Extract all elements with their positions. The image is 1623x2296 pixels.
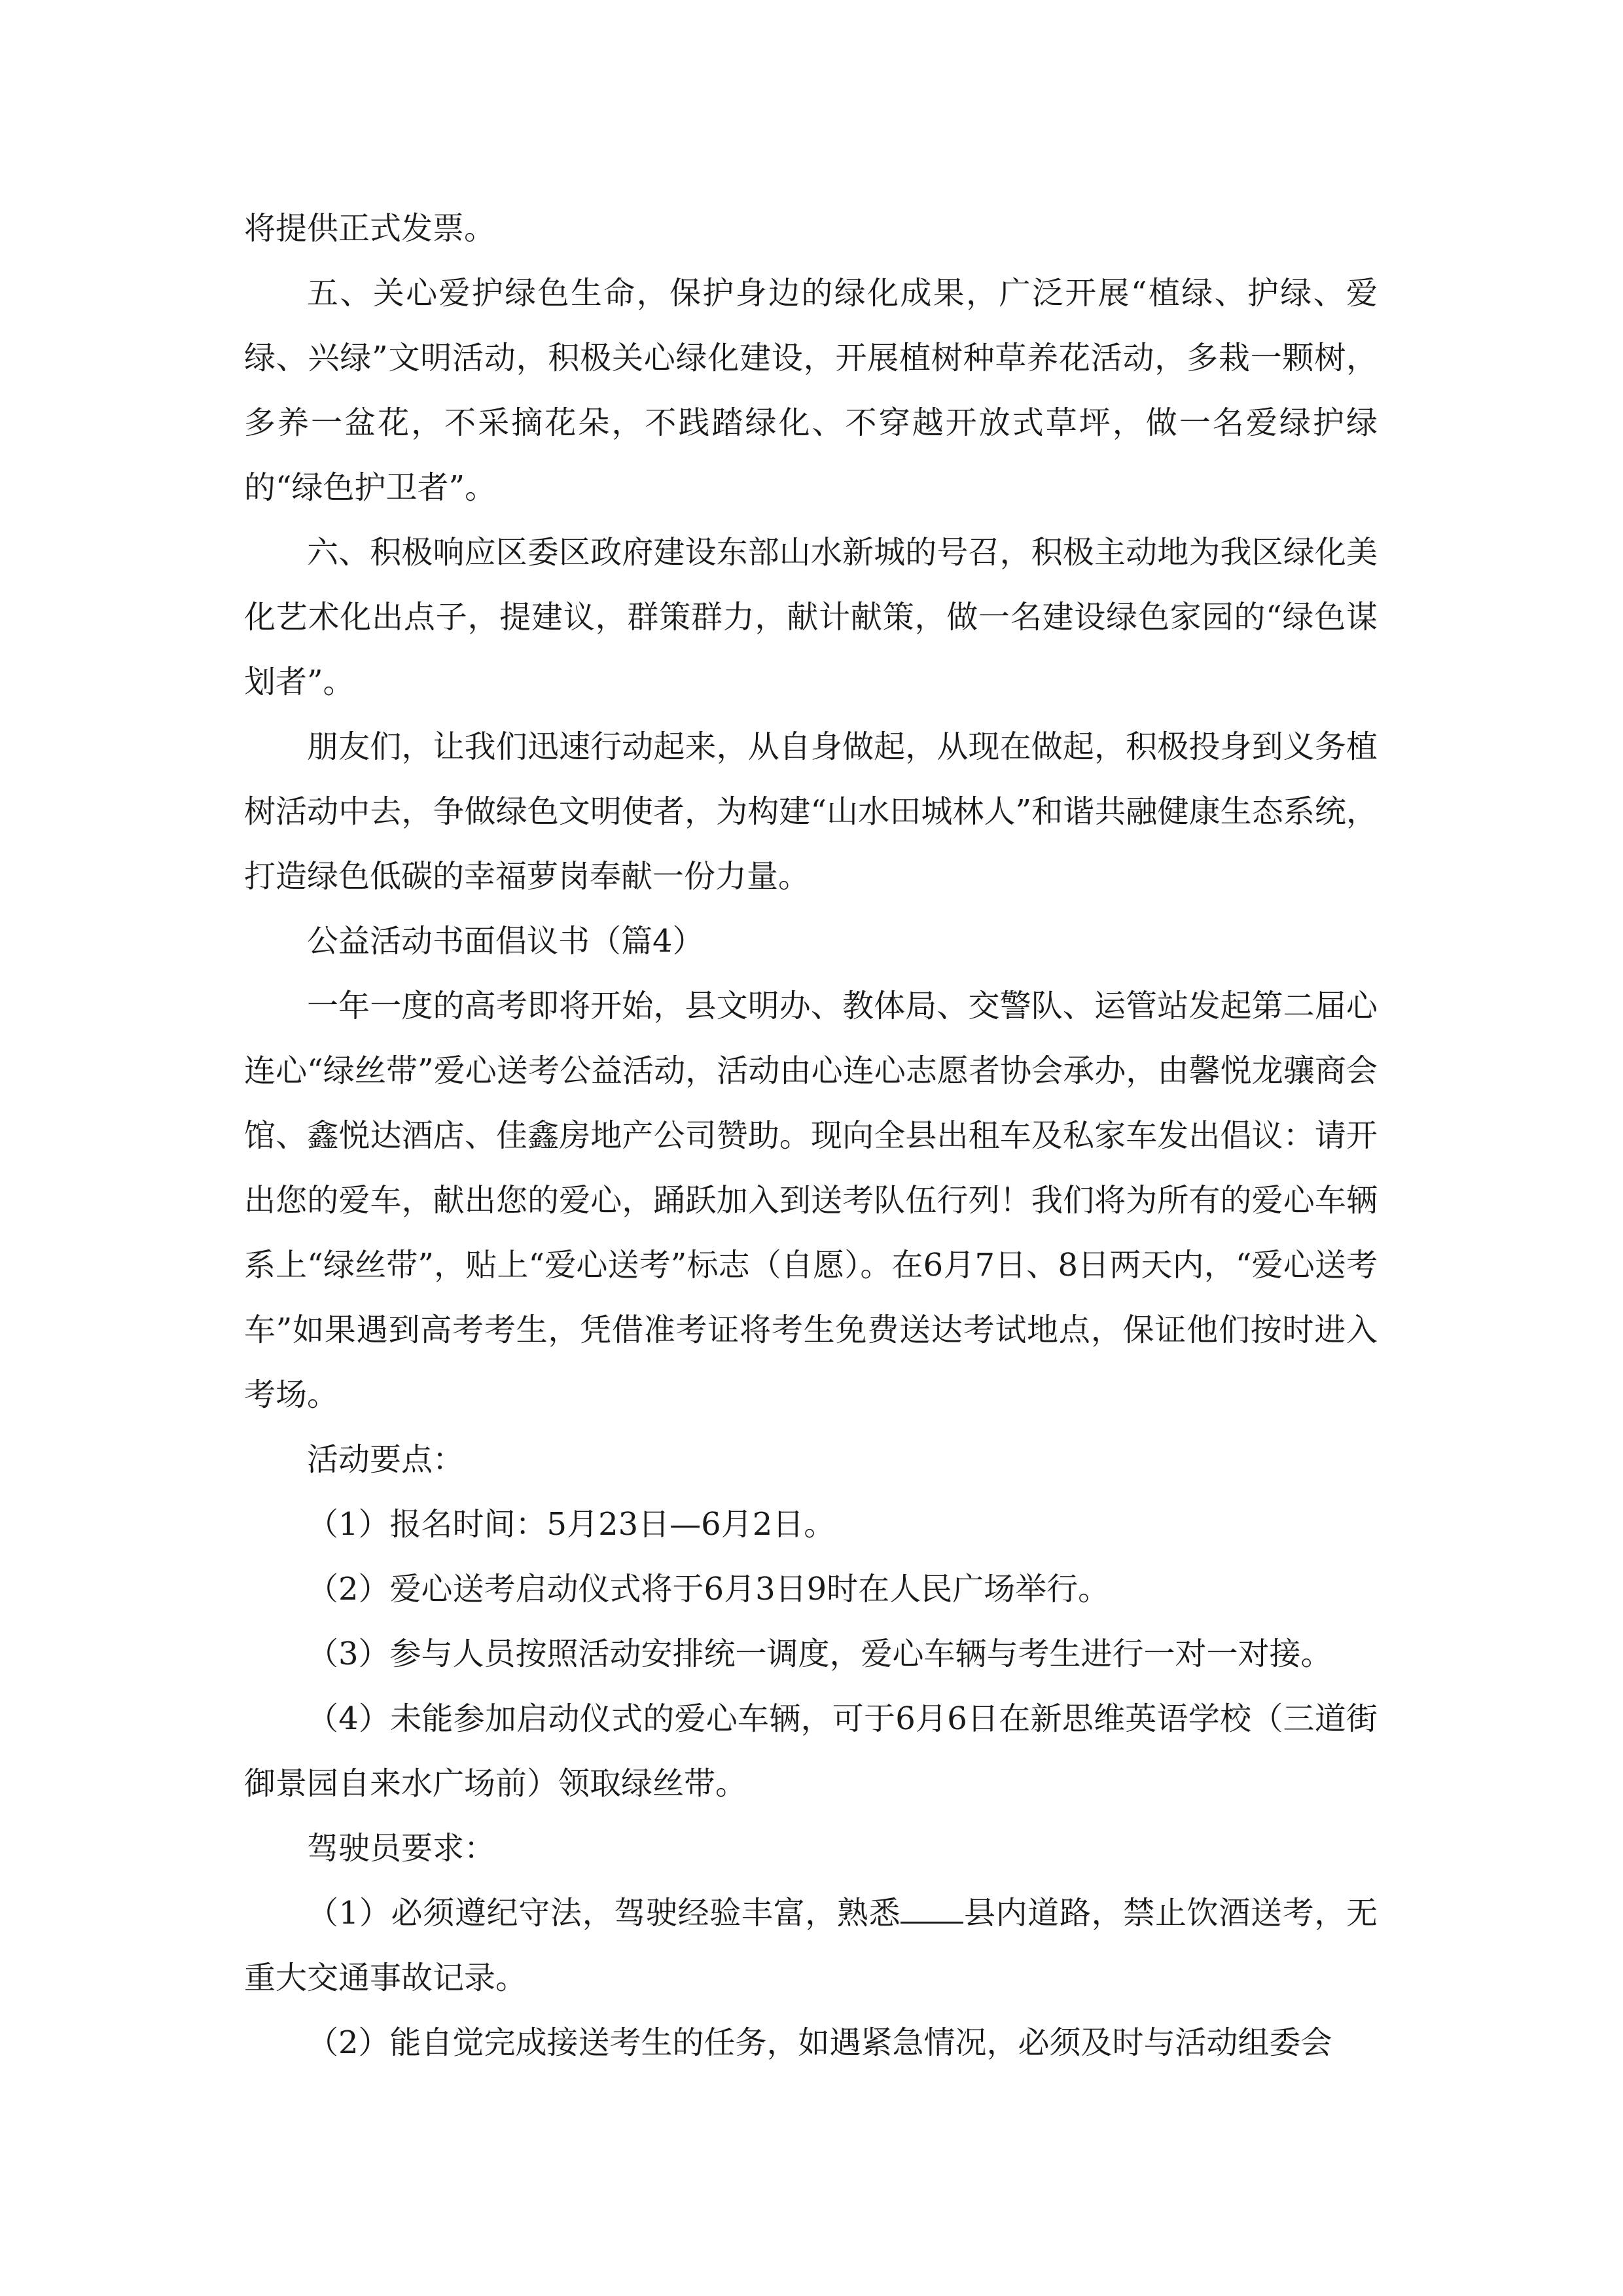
driver-requirement-2: （2）能自觉完成接送考生的任务，如遇紧急情况，必须及时与活动组委会	[307, 2024, 1332, 2061]
paragraph-exam-intro: 一年一度的高考即将开始，县文明办、教体局、交警队、运管站发起第二届心连心“绿丝带”爱心送考公益活动，活动由心连心志愿者协会承办，由馨悦龙骧商会馆、鑫悦达酒店、佳鑫房地产公司赞助。现向全县出租车及私家车发出倡议：请开出您的爱车，献出您的爱心，踊跃加入到送考队伍行列！我们将为所有的爱心车辆系上“绿丝带”，贴上“爱心送考”标志（自愿）。在6月7日、8日两天内，“爱心送考车”如果遇到高考考生，凭借准考证将考生免费送达考试地点，保证他们按时进入考场。	[244, 988, 1378, 1413]
driver-requirement-1	[244, 1881, 1378, 2011]
paragraph-item-six: 六、积极响应区委区政府建设东部山水新城的号召，积极主动地为我区绿化美化艺术化出点子，提建议，群策群力，献计献策，做一名建设绿色家园的“绿色谋划者”。	[244, 534, 1378, 700]
driver-requirement-1-after: 县内道路，禁止饮酒送考，无重大交通事故记录。	[244, 1895, 1378, 1996]
activity-point-1: （1）报名时间：5月23日—6月2日。	[307, 1506, 836, 1543]
driver-requirement-1-before: （1）必须遵纪守法，驾驶经验丰富，熟悉	[307, 1895, 901, 1931]
driver-requirements-heading: 驾驶员要求：	[307, 1830, 496, 1867]
activity-points-heading: 活动要点：	[307, 1441, 465, 1478]
activity-point-2: （2）爱心送考启动仪式将于6月3日9时在人民广场举行。	[307, 1571, 1110, 1607]
activity-point-3: （3）参与人员按照活动安排统一调度，爱心车辆与考生进行一对一对接。	[307, 1636, 1332, 1672]
paragraph-item-five: 五、关心爱护绿色生命，保护身边的绿化成果，广泛开展“植绿、护绿、爱绿、兴绿”文明活动，积极关心绿化建设，开展植树种草养花活动，多栽一颗树，多养一盆花，不采摘花朵，不践踏绿化、不穿越开放式草坪，做一名爱绿护绿的“绿色护卫者”。	[244, 275, 1378, 506]
activity-point-4: （4）未能参加启动仪式的爱心车辆，可于6月6日在新思维英语学校（三道街御景园自来水广场前）领取绿丝带。	[244, 1700, 1378, 1802]
paragraph-invoice-note: 将提供正式发票。	[244, 210, 496, 247]
paragraph-call-to-action: 朋友们，让我们迅速行动起来，从自身做起，从现在做起，积极投身到义务植树活动中去，争做绿色文明使者，为构建“山水田城林人”和谐共融健康生态系统，打造绿色低碳的幸福萝岗奉献一份力量。	[244, 728, 1378, 895]
fill-in-blank	[901, 1895, 963, 1924]
document-body	[244, 196, 1378, 2075]
section-heading: 公益活动书面倡议书（篇4）	[307, 923, 704, 960]
